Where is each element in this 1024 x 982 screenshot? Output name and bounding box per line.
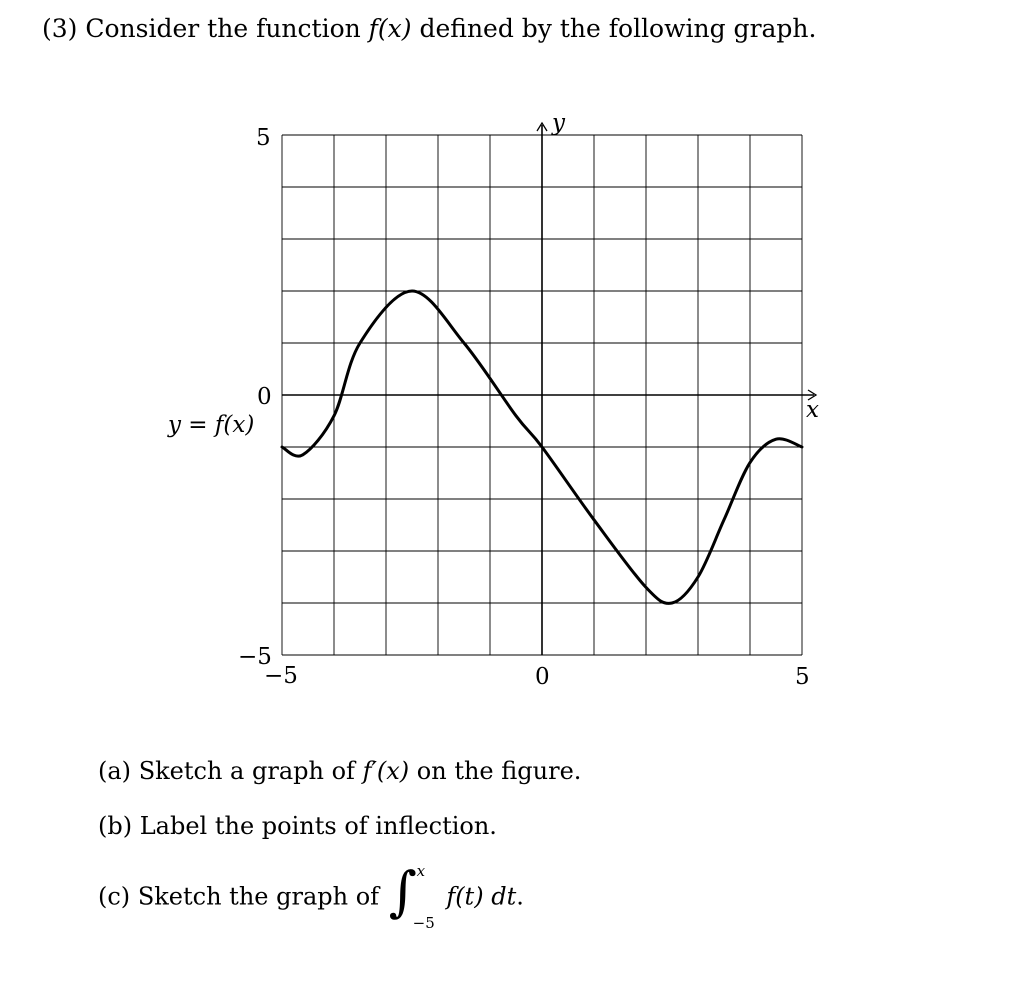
x-tick-left: −5 bbox=[264, 663, 298, 689]
y-axis-label: y bbox=[552, 110, 565, 136]
y-tick-top: 5 bbox=[256, 125, 271, 151]
part-c-period: . bbox=[516, 882, 524, 911]
integral-upper-limit: x bbox=[416, 862, 426, 880]
x-axis-label: x bbox=[806, 397, 819, 423]
part-a-text-before: Sketch a graph of bbox=[138, 757, 355, 785]
part-b-text: Label the points of inflection. bbox=[139, 812, 497, 840]
part-a-math: f′(x) bbox=[362, 757, 410, 785]
part-a-label: (a) bbox=[98, 757, 132, 785]
problem-number: (3) bbox=[42, 14, 78, 43]
part-c-label: (c) bbox=[98, 882, 131, 911]
part-b bbox=[98, 812, 497, 840]
part-a bbox=[98, 757, 581, 785]
integral-lower-limit: −5 bbox=[412, 914, 435, 932]
y-tick-zero: 0 bbox=[257, 384, 272, 410]
part-a-text-after: on the figure. bbox=[416, 757, 582, 785]
integrand: f(t) bbox=[446, 882, 484, 911]
function-notation: f(x) bbox=[368, 14, 412, 43]
problem-text-after: defined by the following graph. bbox=[419, 14, 817, 43]
axes bbox=[282, 123, 816, 655]
curve-label: y = f(x) bbox=[168, 412, 255, 438]
y-tick-bottom: −5 bbox=[238, 644, 272, 670]
part-b-label: (b) bbox=[98, 812, 133, 840]
x-tick-right: 5 bbox=[795, 664, 810, 690]
problem-text-before: Consider the function bbox=[85, 14, 361, 43]
differential: dt bbox=[491, 882, 517, 911]
part-c-text-before: Sketch the graph of bbox=[137, 882, 380, 911]
integral-symbol: ∫ x −5 bbox=[388, 860, 435, 932]
part-c bbox=[98, 860, 524, 932]
x-tick-zero: 0 bbox=[535, 664, 550, 690]
